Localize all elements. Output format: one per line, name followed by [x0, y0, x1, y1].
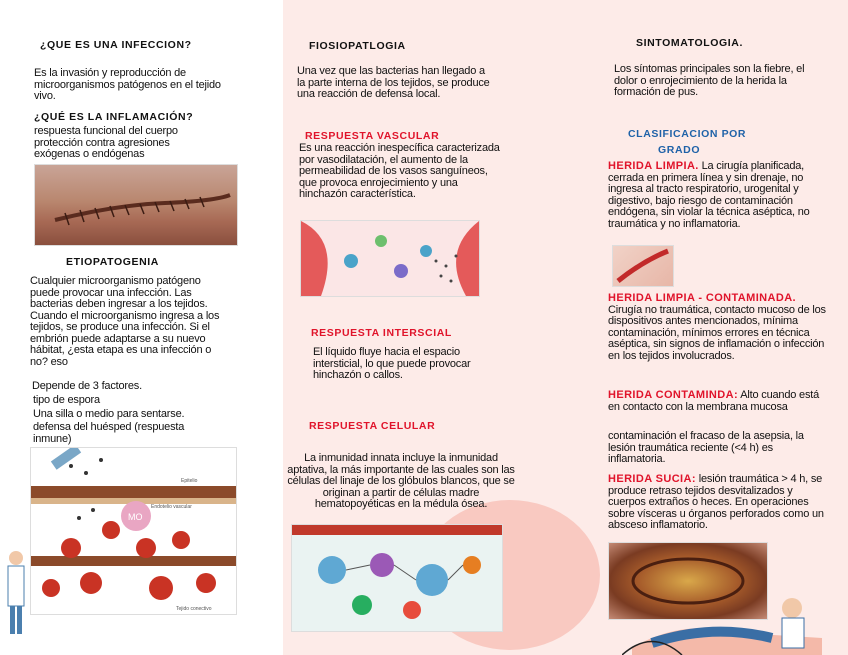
patient-doctor-illustration: [622, 578, 848, 655]
heading-que-es-infeccion: ¿QUE ES UNA INFECCION?: [40, 39, 192, 51]
text-etiopatogenia: Cualquier microorganismo patógeno puede provocar una infección. Las bacterias deben ingresar a los tejidos. Cuando el microorganismo ingresa a los tejidos, se produce una infección. Si el embrión puede adaptarse a su nuevo hábitat, ¿esta etapa es una infección o no? eso: [30, 275, 220, 368]
desc-herida-sucia: lesión traumática > 4 h, se produce retraso tejidos desvitalizados y cuerpos extraños o heces. En operaciones sobre vísceras u órganos perforados como un absceso inflamatorio.: [608, 473, 824, 531]
text-defensa: defensa del huésped (respuesta inmune): [33, 421, 185, 445]
stitched-wound-graphic: [35, 165, 237, 245]
heading-que-es-inflamacion: ¿QUÉ ES LA INFLAMACIÓN?: [34, 111, 194, 123]
desc-herida-contaminada: Alto cuando está en contacto con la membrana mucosa: [608, 389, 820, 413]
clean-wound-photo: [612, 245, 674, 287]
diagram-label-c: Tejido conectivo: [176, 606, 212, 612]
heading-etiopatogenia: ETIOPATOGENIA: [66, 256, 159, 268]
text-silla: Una silla o medio para sentarse.: [33, 408, 185, 420]
column-fisiopatologia: [283, 0, 566, 655]
diagram-label-mo: MO: [128, 512, 143, 522]
text-herida-contaminada-2: contaminación el fracaso de la asepsia, la lesión traumática reciente (<4 h) es inflamatoria.: [608, 430, 804, 465]
label-herida-limpia-contaminada: HERIDA LIMPIA - CONTAMINADA.: [608, 292, 797, 304]
clean-wound-graphic: [613, 246, 673, 286]
cellular-response-diagram: [291, 524, 503, 632]
text-fisiopatologia: Una vez que las bacterias han llegado a la parte interna de los tejidos, se produce una reacción de defensa local.: [297, 65, 490, 100]
label-herida-contaminada: HERIDA CONTAMINDA:: [608, 389, 739, 401]
doctor-figure-illustration: [2, 548, 32, 638]
wound-photo-stitched: [34, 164, 238, 246]
vascular-response-diagram: [300, 220, 480, 297]
desc-herida-limpia: La cirugía planificada, cerrada en primera línea y sin drenaje, no ingresa al tracto respiratorio, urogenital y digestivo, bajo riesgo de contaminación endógena, sin violar la técnica aséptica, no traumática y no inflamatoria.: [608, 160, 810, 230]
infection-diagram-graphic: [31, 448, 236, 614]
text-herida-limpia: [608, 161, 830, 230]
label-herida-sucia: HERIDA SUCIA:: [608, 473, 696, 485]
text-que-es-infeccion: Es la invasión y reproducción de microorganismos patógenos en el tejido vivo.: [34, 67, 221, 102]
text-factores: Depende de 3 factores.: [32, 380, 142, 392]
heading-grado: GRADO: [658, 144, 701, 156]
text-respuesta-intersticial: El líquido fluye hacia el espacio intersticial, lo que puede provocar hinchazón o callos.: [313, 346, 471, 381]
text-que-es-inflamacion: respuesta funcional del cuerpo protección contra agresiones exógenas o endógenas: [34, 125, 178, 160]
label-herida-limpia: HERIDA LIMPIA.: [608, 160, 699, 172]
heading-respuesta-vascular: RESPUESTA VASCULAR: [305, 130, 440, 142]
column-sintomatologia: [566, 0, 848, 655]
heading-respuesta-intersticial: RESPUESTA INTERSCIAL: [311, 327, 452, 339]
heading-respuesta-celular: RESPUESTA CELULAR: [309, 420, 436, 432]
column-infeccion: [0, 0, 283, 655]
vascular-diagram-graphic: [301, 221, 479, 296]
text-respuesta-celular: La inmunidad innata incluye la inmunidad aptativa, la más importante de las cuales son las células del linaje de los glóbulos blancos, que se originan a partir de células madre hematopoyéticas en la médula ósea.: [287, 452, 515, 510]
text-sintomatologia: Los síntomas principales son la fiebre, el dolor o enrojecimiento de la herida la formación de pus.: [614, 63, 805, 98]
heading-sintomatologia: SINTOMATOLOGIA.: [636, 37, 744, 49]
text-herida-contaminada: [608, 390, 830, 413]
desc-herida-limpia-contaminada: Cirugía no traumática, contacto mucoso de los dispositivos antes mencionados, mínima contaminación, mínimos errores en técnica aséptica, sin signos de inflamación o infección en los tejidos involucrados.: [608, 303, 826, 362]
infection-diagram: [30, 447, 237, 615]
diagram-label-b: Endotelio vascular: [151, 504, 192, 510]
diagram-label-a: Epitelio: [181, 478, 198, 484]
cellular-diagram-graphic: [292, 525, 502, 631]
text-respuesta-vascular: Es una reacción inespecífica caracterizada por vasodilatación, el aumento de la permeabilidad de los vasos sanguíneos, que provoca enrojecimiento y una hinchazón característica.: [299, 142, 500, 200]
heading-clasificacion: CLASIFICACION POR: [628, 128, 747, 140]
text-herida-limpia-contaminada: [608, 293, 830, 362]
text-herida-sucia: [608, 474, 830, 532]
text-tipo-espora: tipo de espora: [33, 394, 100, 406]
heading-fisiopatologia: FIOSIOPATLOGIA: [309, 40, 406, 52]
